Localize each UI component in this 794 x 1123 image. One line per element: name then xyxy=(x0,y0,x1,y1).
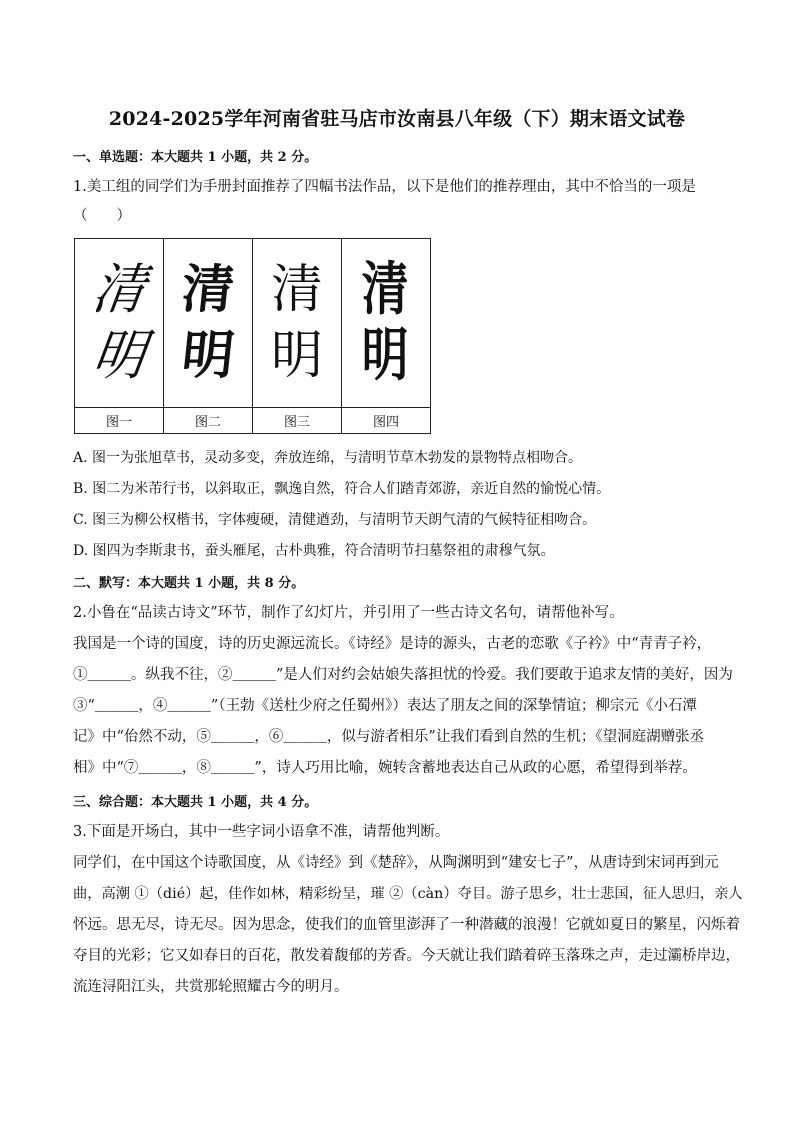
calligraphy-char-ming: 明 xyxy=(270,327,323,385)
section-heading-3: 三、综合题：本大题共 1 小题，共 4 分。 xyxy=(73,795,318,810)
question-2-line: 我国是一个诗的国度，诗的历史源远流长。《诗经》是诗的源头，古老的恋歌《子衿》中“青青子衿， xyxy=(73,636,712,652)
calligraphy-table xyxy=(74,238,431,434)
question-3-line: 夺目的光彩；它又如春日的百花，散发着馥郁的芳香。今天就让我们踏着碎玉落珠之声，走过灞桥岸边， xyxy=(73,948,740,964)
question-2-line: 相》中“⑦＿＿＿，⑧＿＿＿”，诗人巧用比喻，婉转含蓄地表达自己从政的心愿，希望得到举荐。 xyxy=(73,760,697,776)
page-title: 2024-2025学年河南省驻马店市汝南县八年级（下）期末语文试卷 xyxy=(108,108,686,130)
question-3-line: 怀远。思无尽，诗无尽。因为思念，使我们的血管里澎湃了一种潜藏的浪漫！它就如夏日的繁星，闪烁着 xyxy=(73,917,740,933)
question-3-line: 同学们，在中国这个诗歌国度，从《诗经》到《楚辞》，从陶渊明到“建安七子”，从唐诗到宋词再到元 xyxy=(73,855,719,871)
calligraphy-figure-4 xyxy=(342,239,431,408)
figure-caption-3: 图三 xyxy=(253,408,342,434)
question-2-stem: 2.小鲁在“品读古诗文”环节，制作了幻灯片，并引用了一些古诗文名句，请帮他补写。 xyxy=(73,605,624,621)
calligraphy-figure-3 xyxy=(253,239,342,408)
question-3-line: 流连浔阳江头，共赏那轮照耀古今的明月。 xyxy=(73,979,349,995)
figure-caption-1: 图一 xyxy=(75,408,164,434)
calligraphy-figure-2 xyxy=(164,239,253,408)
question-2-line: ③“＿＿＿，④＿＿＿”（王勃《送杜少府之任蜀州》）表达了朋友之间的深挚情谊；柳宗元《小石潭 xyxy=(73,698,697,714)
option-b: B. 图二为米芾行书，以斜取正，飘逸自然，符合人们踏青郊游，亲近自然的愉悦心情。 xyxy=(73,481,611,497)
calligraphy-char-qing: 清 xyxy=(178,260,238,320)
question-3-line: 曲，高潮 ①（dié）起，佳作如林，精彩纷呈，璀 ②（càn）夺目。游子思乡，壮士悲国，征人思归，亲人 xyxy=(73,886,743,902)
calligraphy-char-ming: 明 xyxy=(178,326,238,386)
question-1-stem: 1.美工组的同学们为手册封面推荐了四幅书法作品，以下是他们的推荐理由，其中不恰当的一项是 xyxy=(73,179,696,195)
option-c: C. 图三为柳公权楷书，字体瘦硬，清健遒劲，与清明节天朗气清的气候特征相吻合。 xyxy=(73,512,597,528)
question-3-stem: 3.下面是开场白，其中一些字词小语拿不准，请帮他判断。 xyxy=(73,824,450,840)
section-heading-1: 一、单选题：本大题共 1 小题，共 2 分。 xyxy=(73,150,318,165)
figure-caption-4: 图四 xyxy=(342,408,431,434)
calligraphy-char-qing: 清 xyxy=(361,257,411,323)
figure-caption-2: 图二 xyxy=(164,408,253,434)
calligraphy-char-qing: 清 xyxy=(88,258,150,322)
option-d: D. 图四为李斯隶书，蚕头雁尾，古朴典雅，符合清明节扫墓祭祖的肃穆气氛。 xyxy=(73,543,555,559)
calligraphy-char-ming: 明 xyxy=(361,323,411,389)
calligraphy-char-qing: 清 xyxy=(270,261,323,319)
option-a: A. 图一为张旭草书，灵动多变，奔放连绵，与清明节草木勃发的景物特点相吻合。 xyxy=(73,450,583,466)
answer-bracket: （ ） xyxy=(73,208,131,224)
calligraphy-figure-1 xyxy=(75,239,164,408)
question-2-line: ①＿＿＿。纵我不往，②＿＿＿”是人们对约会姑娘失落担忧的怜爱。我们要敢于追求友情的美好，因为 xyxy=(73,667,733,683)
question-2-line: 记》中“佁然不动，⑤＿＿＿，⑥＿＿＿，似与游者相乐”让我们看到自然的生机；《望洞庭湖赠张丞 xyxy=(73,729,705,745)
section-heading-2: 二、默写：本大题共 1 小题，共 8 分。 xyxy=(73,576,305,591)
calligraphy-char-ming: 明 xyxy=(88,324,150,388)
